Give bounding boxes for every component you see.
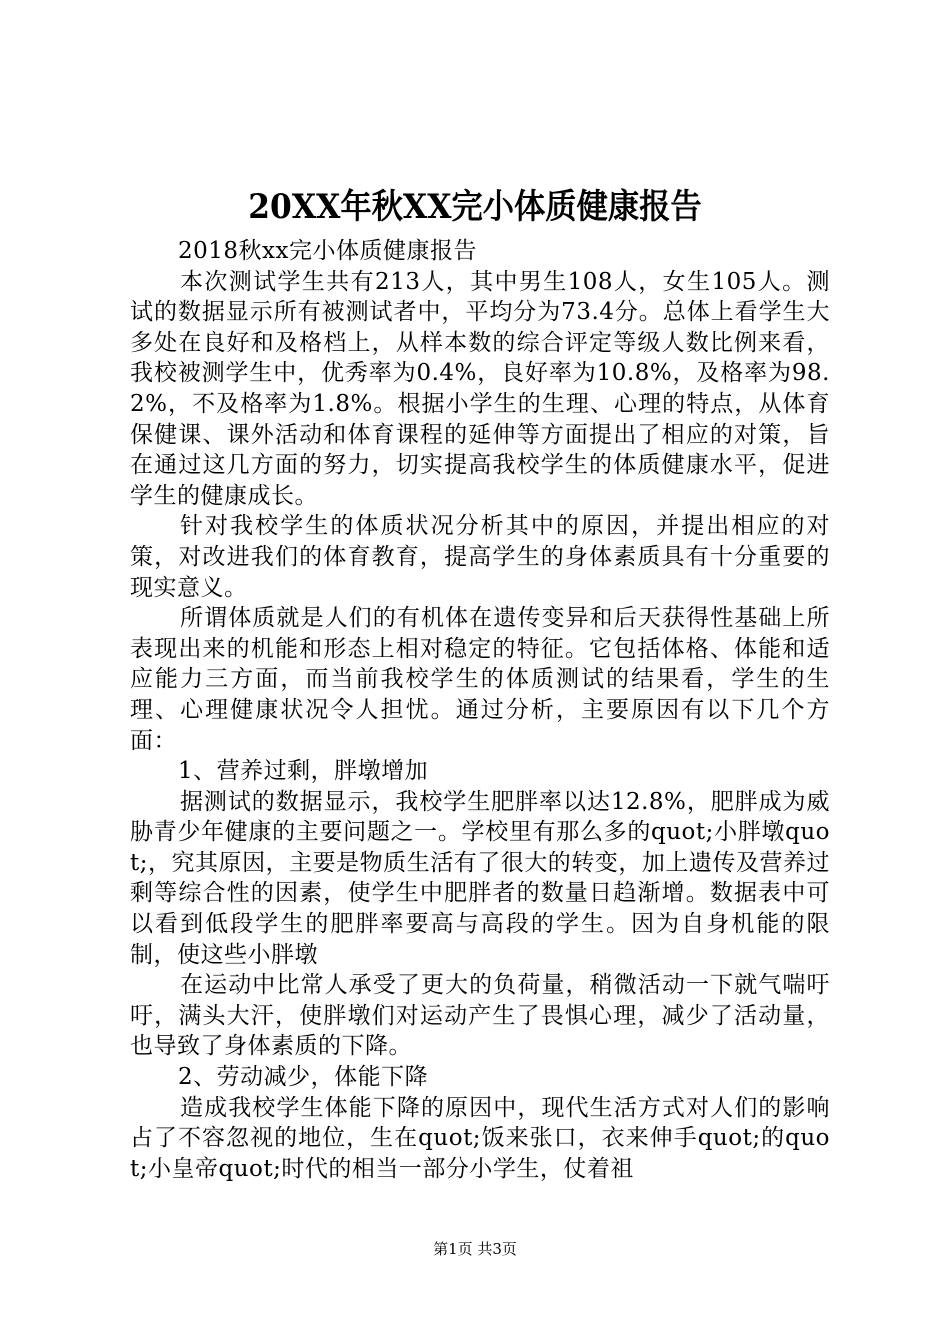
paragraph-analysis-intro: 针对我校学生的体质状况分析其中的原因，并提出相应的对策，对改进我们的体育教育，提高学生的身体素质具有十分重要的现实意义。 <box>130 513 830 601</box>
paragraph-lifestyle-causes: 造成我校学生体能下降的原因中，现代生活方式对人们的影响占了不容忽视的地位，生在quot;饭来张口，衣来伸手quot;的quot;小皇帝quot;时代的相当一部分小学生，仗着祖 <box>130 1094 830 1182</box>
section-heading-1: 1、营养过剩，胖墩增加 <box>178 758 429 785</box>
section-heading-2: 2、劳动减少，体能下降 <box>178 1064 429 1091</box>
page-number-footer: 第1页 共3页 <box>433 1240 517 1258</box>
document-title: 20XX年秋XX完小体质健康报告 <box>248 187 702 227</box>
paragraph-constitution-definition: 所谓体质就是人们的有机体在遗传变异和后天获得性基础上所表现出来的机能和形态上相对稳定的特征。它包括体格、体能和适应能力三方面，而当前我校学生的体质测试的结果看，学生的生理、心理健康状况令人担忧。通过分析，主要原因有以下几个方面： <box>130 605 830 754</box>
document-subtitle: 2018秋xx完小体质健康报告 <box>178 238 477 264</box>
paragraph-test-summary: 本次测试学生共有213人，其中男生108人，女生105人。测试的数据显示所有被测试者中，平均分为73.4分。总体上看学生大多处在良好和及格档上，从样本数的综合评定等级人数比例来看，我校被测学生中，优秀率为0.4%，良好率为10.8%，及格率为98.2%，不及格率为1.8%。根据小学生的生理、心理的特点，从体育保健课、课外活动和体育课程的延伸等方面提出了相应的对策，旨在通过这几方面的努力，切实提高我校学生的体质健康水平，促进学生的健康成长。 <box>130 268 830 509</box>
document-body <box>130 236 830 1184</box>
paragraph-obesity-effects: 在运动中比常人承受了更大的负荷量，稍微活动一下就气喘吁吁，满头大汗，使胖墩们对运动产生了畏惧心理，减少了活动量，也导致了身体素质的下降。 <box>130 972 830 1060</box>
paragraph-obesity-data: 据测试的数据显示，我校学生肥胖率以达12.8%，肥胖成为威胁青少年健康的主要问题之一。学校里有那么多的quot;小胖墩quot;，究其原因，主要是物质生活有了很大的转变，加上遗传及营养过剩等综合性的因素，使学生中肥胖者的数量日趋渐增。数据表中可以看到低段学生的肥胖率要高与高段的学生。因为自身机能的限制，使这些小胖墩 <box>130 788 830 968</box>
